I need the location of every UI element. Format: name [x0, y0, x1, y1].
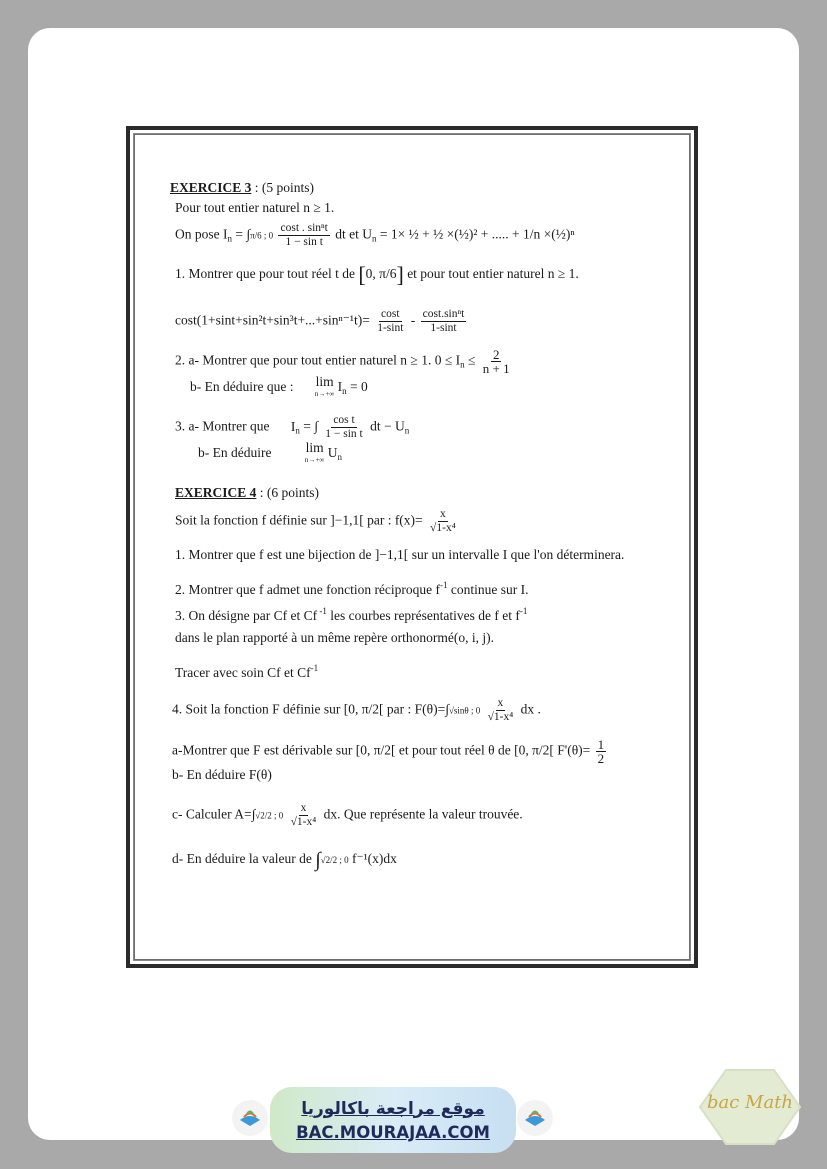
- exercise4-q2: 2. Montrer que f admet une fonction réciproque $f^{-1}$ continue sur I.: [175, 580, 529, 597]
- site-url: BAC.MOURAJAA.COM: [296, 1122, 490, 1142]
- exercise3-definition: [175, 222, 575, 249]
- site-name-arabic: موقع مراجعة باكالوريا: [301, 1098, 485, 1119]
- exercise3-points: : (5 points): [251, 180, 315, 195]
- right-site-logo-icon: [517, 1100, 553, 1136]
- exercise4-q4c: c- Calculer A=∫√2/2 ; 0 $\frac{x}{\text{√1-x⁴}}$ dx. Que représente la valeur trouvée.: [172, 802, 523, 828]
- def-bounds: π/6 ; 0: [250, 230, 274, 241]
- exercise4-title: EXERCICE 4: [175, 485, 257, 500]
- exercise4-heading: [175, 485, 319, 501]
- exercise4-q4: 4. Soit la fonction F définie sur [0, π/2[ par : F(θ)=∫√sinθ ; 0 $\frac{x}{\text{√1-x⁴}}$ dx .: [172, 697, 541, 723]
- exercise3-intro: Pour tout entier naturel n ≥ 1.: [175, 200, 335, 215]
- exercise4-q4a: a-Montrer que F est dérivable sur [0, π/2[ et pour tout réel θ de [0, π/2[ F'(θ)= $\frac{1}{2}$: [172, 737, 605, 766]
- exercise4-q3-line3: Tracer avec soin Cf et $Cf^{-1}$: [175, 663, 319, 680]
- exercise3-q3b: b- En déduire lim n→+∞ $U_n$: [198, 440, 342, 464]
- def-dt-et-u: dt et U: [335, 226, 372, 242]
- exercise3-q3a: 3. a- Montrer que $I_n$ = ∫ $\frac{\text{cos t}}{\text{1 − sin t}}$ dt − $U_n$: [175, 414, 410, 440]
- exercise3-q1-formula: cost(1+sint+sin²t+sin³t+...+sinⁿ⁻¹t)= $\frac{\cos t}{1-\sin t}$ - $\frac{\text{cost.sinⁿt}}{1-\sin t}$: [175, 308, 465, 334]
- def-sub: n: [227, 233, 232, 244]
- exercise3-title: EXERCICE 3: [170, 180, 252, 195]
- exercise4-q1: 1. Montrer que f est une bijection de ]−1,1[ sur un intervalle I que l'on déterminera.: [175, 547, 625, 562]
- def-integral-sign: = ∫: [232, 226, 251, 242]
- exercise4-intro: Soit la fonction f définie sur ]−1,1[ par : f(x)= $\frac{x}{\text{√1-x⁴}}$: [175, 508, 456, 534]
- bac-math-logo: [698, 1068, 802, 1146]
- def-prefix: On pose I: [175, 226, 228, 242]
- left-site-logo-icon: [232, 1100, 268, 1136]
- exercise3-heading: [170, 180, 314, 196]
- site-brand-link[interactable]: [270, 1087, 516, 1153]
- bac-math-logo-text: bac Math: [706, 1092, 794, 1113]
- exercise4-q4d: d- En déduire la valeur de ∫√2/2 ; 0 f⁻¹(x)dx: [172, 848, 397, 871]
- exercise4-q4b: b- En déduire F(θ): [172, 767, 272, 782]
- q1-interval: 0, π/6: [365, 266, 397, 281]
- exercise4-q3-line2: dans le plan rapporté à un même repère orthonormé(o, i, j).: [175, 630, 495, 645]
- exercise4-q3: 3. On désigne par Cf et Cf $^{-1}$ les courbes représentatives de f et $f^{-1}$: [175, 606, 528, 623]
- def-u-expression: = 1× ½ + ½ ×(½)² + ..... + 1/n ×(½)ⁿ: [376, 226, 575, 242]
- exercise3-q2a: 2. a- Montrer que pour tout entier naturel n ≥ 1. $0 \le I_n$ ≤ $\frac{2}{n + 1}$: [175, 347, 510, 376]
- exercise4-points: : (6 points): [256, 485, 320, 500]
- def-u-sub: n: [372, 233, 377, 244]
- exercise3-q2b: b- En déduire que : lim n→+∞ $I_n = 0$: [190, 374, 368, 398]
- exercise3-q1: 1. Montrer que pour tout réel t de [0, π/6] et pour tout entier naturel n ≥ 1.: [175, 261, 579, 287]
- def-integrand: $\frac{\text{cost . sinⁿt}}{\text{1 − sin t}}$: [280, 222, 328, 248]
